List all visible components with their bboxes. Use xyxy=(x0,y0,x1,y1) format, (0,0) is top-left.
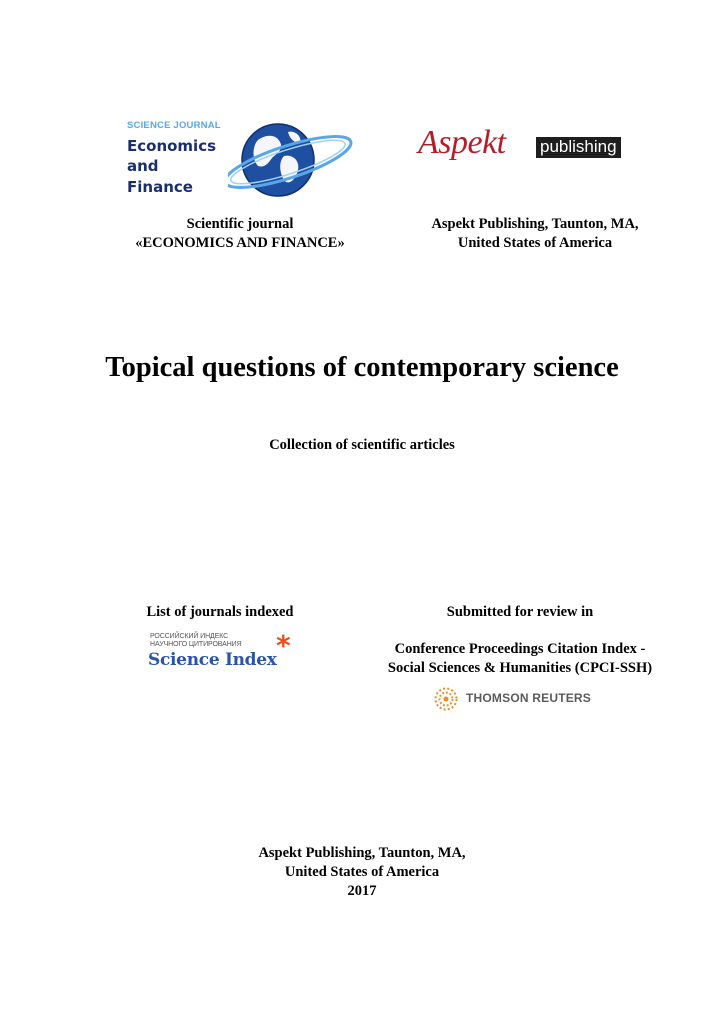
globe-icon xyxy=(228,112,360,212)
publisher-caption-line2: United States of America xyxy=(457,235,613,251)
publisher-logo xyxy=(412,124,652,172)
publisher-logo-word: Aspekt xyxy=(418,124,506,161)
thomson-reuters-logo xyxy=(434,686,614,712)
footer xyxy=(0,844,724,901)
indexed-heading: List of journals indexed xyxy=(146,604,294,620)
review-heading: Submitted for review in xyxy=(446,604,594,620)
footer-line2: United States of America xyxy=(284,864,440,880)
publisher-caption-line1: Aspekt Publishing, Taunton, MA, xyxy=(431,216,639,232)
science-index-logo-line2: НАУЧНОГО ЦИТИРОВАНИЯ xyxy=(150,641,242,648)
journal-logo xyxy=(120,112,360,212)
journal-logo-word-economics: Economics xyxy=(127,137,217,155)
document-title: Topical questions of contemporary science xyxy=(105,352,619,383)
review-index-line1: Conference Proceedings Citation Index - xyxy=(394,641,646,657)
journal-caption-line1: Scientific journal xyxy=(186,216,294,232)
thomson-reuters-mark-icon xyxy=(434,687,458,711)
science-index-logo xyxy=(148,630,308,675)
footer-year: 2017 xyxy=(347,883,377,899)
review-index-line2: Social Sciences & Humanities (CPCI-SSH) xyxy=(387,660,653,676)
journal-logo-word-finance: Finance xyxy=(127,178,193,196)
publisher-logo-box: publishing xyxy=(536,137,621,158)
thomson-reuters-text: THOMSON REUTERS xyxy=(466,691,592,705)
journal-logo-small-text: SCIENCE JOURNAL xyxy=(127,120,221,131)
document-subtitle: Collection of scientific articles xyxy=(269,437,455,453)
journal-caption xyxy=(100,215,380,253)
publisher-caption xyxy=(390,215,680,253)
science-index-logo-line1: РОССИЙСКИЙ ИНДЕКС xyxy=(150,633,229,640)
footer-line1: Aspekt Publishing, Taunton, MA, xyxy=(258,845,466,861)
science-index-logo-main: Science Index xyxy=(148,650,277,670)
journal-caption-line2: «ECONOMICS AND FINANCE» xyxy=(135,235,345,251)
review-index xyxy=(360,640,680,678)
journal-logo-word-and: and xyxy=(127,157,159,175)
asterisk-icon: * xyxy=(276,629,291,662)
